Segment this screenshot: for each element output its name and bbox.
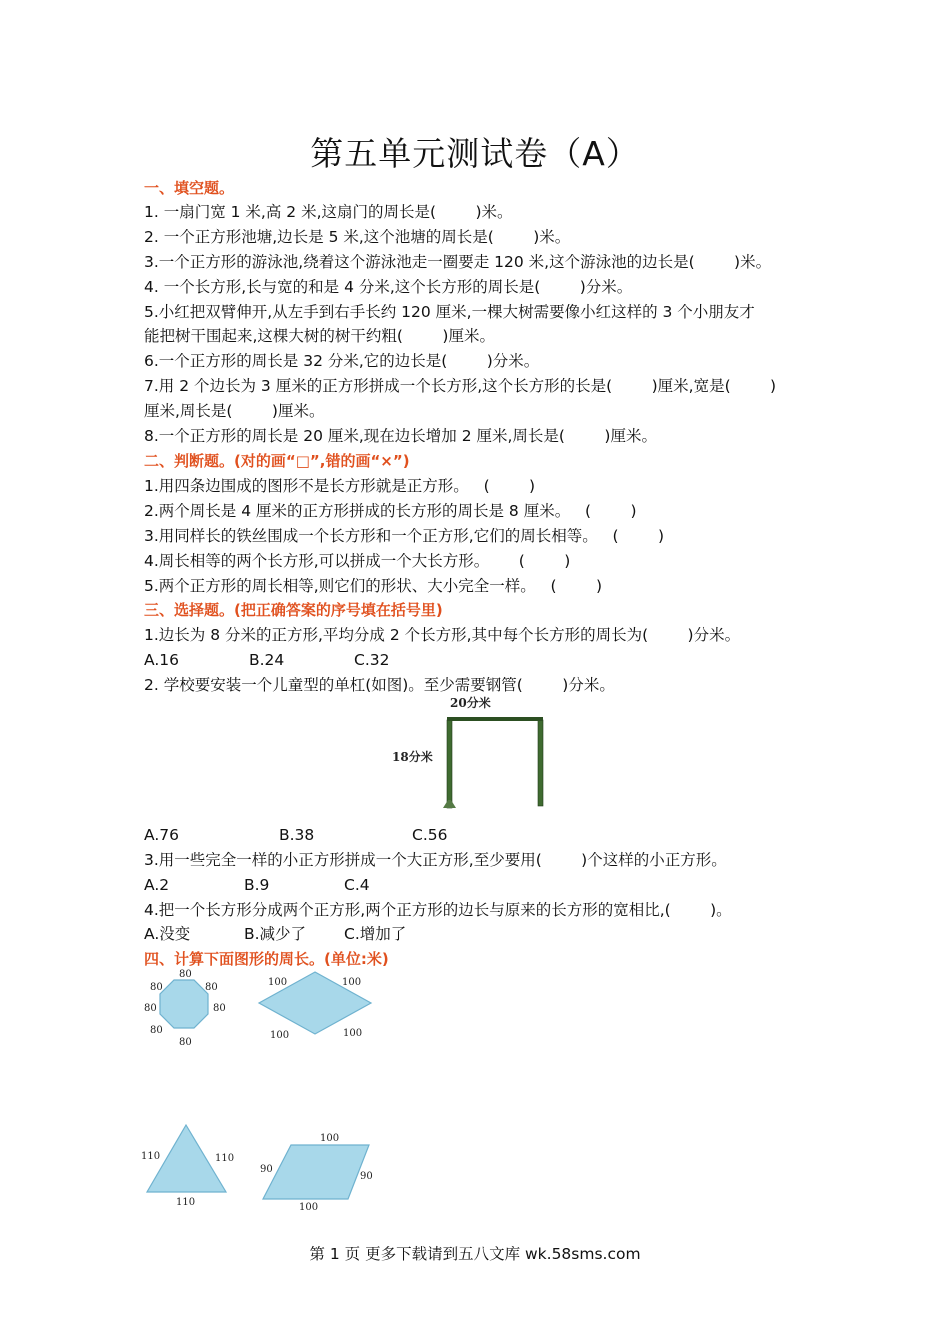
- choice-question-1: 1.边长为 8 分米的正方形,平均分成 2 个长方形,其中每个长方形的周长为( )分米。: [144, 626, 741, 644]
- right-post: [538, 720, 543, 806]
- choice-4-option-c: C.增加了: [344, 925, 407, 943]
- fill-question-1: 1. 一扇门宽 1 米,高 2 米,这扇门的周长是( )米。: [144, 203, 513, 221]
- octagon-side-label: 80: [150, 982, 163, 993]
- octagon-side-label: 80: [179, 969, 192, 980]
- page-title: 第五单元测试卷（A）: [310, 134, 640, 173]
- choice-question-3: 3.用一些完全一样的小正方形拼成一个大正方形,至少要用( )个这样的小正方形。: [144, 851, 727, 869]
- triangle-side-label: 110: [141, 1151, 161, 1162]
- left-post-base: [443, 800, 456, 808]
- choice-2-option-a: A.76: [144, 826, 179, 844]
- fill-question-6: 6.一个正方形的周长是 32 分米,它的边长是( )分米。: [144, 352, 540, 370]
- choice-3-option-c: C.4: [344, 876, 370, 894]
- fill-question-2: 2. 一个正方形池塘,边长是 5 米,这个池塘的周长是( )米。: [144, 228, 571, 246]
- fill-question-8: 8.一个正方形的周长是 20 厘米,现在边长增加 2 厘米,周长是( )厘米。: [144, 427, 657, 445]
- triangle-side-label: 110: [215, 1153, 235, 1164]
- parallelogram-figure: [256, 1128, 380, 1214]
- top-bar: [447, 717, 543, 721]
- fill-question-5: 5.小红把双臂伸开,从左手到右手长约 120 厘米,一棵大树需要像小红这样的 3 个小朋友才: [144, 303, 755, 321]
- choice-3-option-a: A.2: [144, 876, 170, 894]
- horizontal-bar-figure: [388, 692, 558, 814]
- judge-question-1: 1.用四条边围成的图形不是长方形就是正方形。 ( ): [144, 477, 536, 495]
- choice-3-option-b: B.9: [244, 876, 270, 894]
- octagon-side-label: 80: [144, 1003, 157, 1014]
- rhombus-side-label: 100: [268, 977, 288, 988]
- rhombus-side-label: 100: [343, 1028, 363, 1039]
- choice-1-option-c: C.32: [354, 651, 390, 669]
- section-heading-judge: 二、判断题。(对的画“□”,错的画“×”): [144, 452, 410, 470]
- parallelogram-side-label: 100: [299, 1202, 319, 1213]
- bar-width-label: 20分米: [450, 696, 491, 710]
- rhombus-figure: [256, 968, 378, 1044]
- choice-question-4: 4.把一个长方形分成两个正方形,两个正方形的边长与原来的长方形的宽相比,( )。: [144, 901, 732, 919]
- rhombus-side-label: 100: [270, 1030, 290, 1041]
- triangle-figure: [138, 1122, 242, 1212]
- choice-1-option-a: A.16: [144, 651, 179, 669]
- judge-question-2: 2.两个周长是 4 厘米的正方形拼成的长方形的周长是 8 厘米。 ( ): [144, 502, 637, 520]
- choice-question-2: 2. 学校要安装一个儿童型的单杠(如图)。至少需要钢管( )分米。: [144, 676, 615, 694]
- octagon-side-label: 80: [205, 982, 218, 993]
- rhombus-side-label: 100: [342, 977, 362, 988]
- section-heading-choice: 三、选择题。(把正确答案的序号填在括号里): [144, 601, 443, 619]
- parallelogram-side-label: 90: [260, 1164, 273, 1175]
- octagon-figure: [138, 966, 238, 1050]
- page-footer: 第 1 页 更多下载请到五八文库 wk.58sms.com: [309, 1245, 641, 1263]
- fill-question-7-cont: 厘米,周长是( )厘米。: [144, 402, 325, 420]
- fill-question-5-cont: 能把树干围起来,这棵大树的树干约粗( )厘米。: [144, 327, 495, 345]
- judge-question-4: 4.周长相等的两个长方形,可以拼成一个大长方形。 ( ): [144, 552, 571, 570]
- octagon-side-label: 80: [150, 1025, 163, 1036]
- fill-question-4: 4. 一个长方形,长与宽的和是 4 分米,这个长方形的周长是( )分米。: [144, 278, 633, 296]
- octagon-side-label: 80: [179, 1037, 192, 1048]
- parallelogram-shape: [263, 1145, 369, 1199]
- fill-question-7: 7.用 2 个边长为 3 厘米的正方形拼成一个长方形,这个长方形的长是( )厘米,宽是( ): [144, 377, 777, 395]
- parallelogram-side-label: 90: [360, 1171, 373, 1182]
- section-heading-perimeter: 四、计算下面图形的周长。(单位:米): [144, 950, 389, 968]
- triangle-side-label: 110: [176, 1197, 196, 1208]
- judge-question-3: 3.用同样长的铁丝围成一个长方形和一个正方形,它们的周长相等。 ( ): [144, 527, 665, 545]
- choice-4-option-a: A.没变: [144, 925, 191, 943]
- left-post: [447, 720, 452, 808]
- choice-2-option-b: B.38: [279, 826, 315, 844]
- parallelogram-side-label: 100: [320, 1133, 340, 1144]
- octagon-shape: [160, 980, 208, 1028]
- bar-height-label: 18分米: [392, 750, 433, 764]
- judge-question-5: 5.两个正方形的周长相等,则它们的形状、大小完全一样。 ( ): [144, 577, 603, 595]
- choice-4-option-b: B.减少了: [244, 925, 307, 943]
- octagon-side-label: 80: [213, 1003, 226, 1014]
- fill-question-3: 3.一个正方形的游泳池,绕着这个游泳池走一圈要走 120 米,这个游泳池的边长是( )米。: [144, 253, 772, 271]
- choice-1-option-b: B.24: [249, 651, 285, 669]
- section-heading-fill: 一、填空题。: [144, 179, 235, 197]
- choice-2-option-c: C.56: [412, 826, 448, 844]
